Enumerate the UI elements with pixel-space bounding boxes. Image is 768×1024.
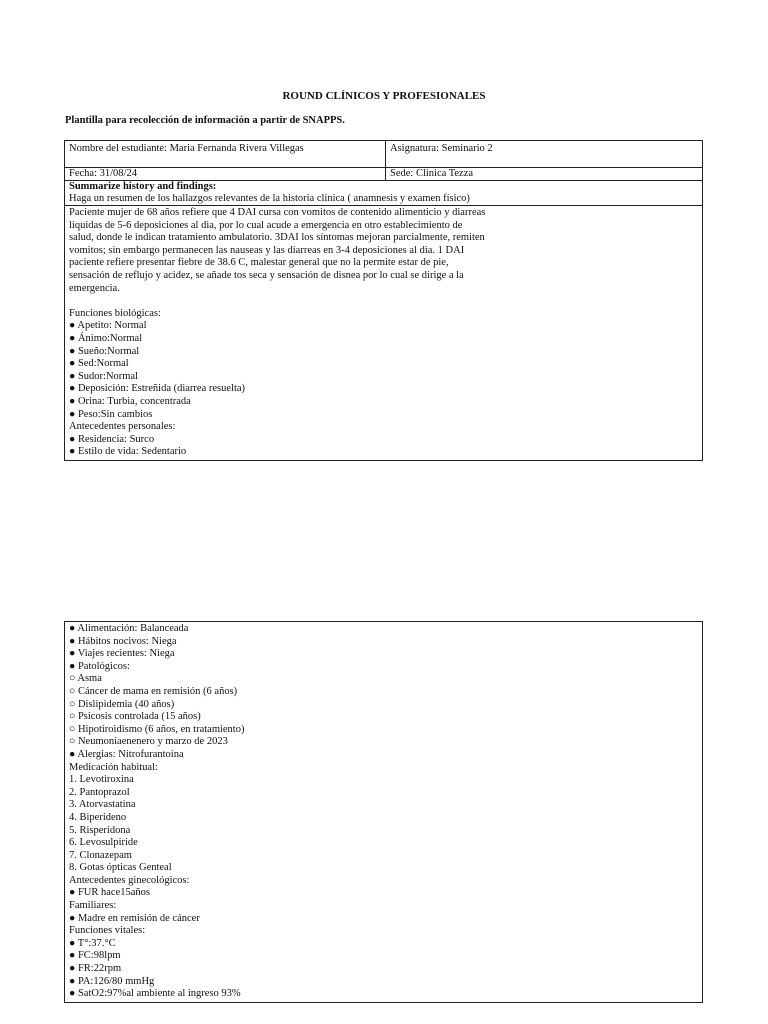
summary-line: ○ Asma: [69, 673, 102, 685]
summary-line: ● Deposición: Estreñida (diarrea resuelta): [69, 383, 246, 395]
summary-line: ● FR:22rpm: [69, 963, 122, 975]
summary-line: 3. Atorvastatina: [69, 799, 136, 811]
summary-line: 6. Levosulpiride: [69, 837, 138, 849]
summary-line: ● Hábitos nocivos: Niega: [69, 635, 177, 647]
summary-line: ○ Neumoníaenenero y marzo de 2023: [69, 736, 228, 748]
summary-line: ● Alergias: Nitrofurantoína: [69, 748, 184, 760]
summary-line: 5. Risperidona: [69, 824, 131, 836]
form-table-page-2: [64, 621, 703, 1003]
site-cell: Sede: Clinica Tezza: [390, 168, 474, 179]
summary-line: 2. Pantoprazol: [69, 786, 130, 798]
summary-line: Antecedentes personales:: [69, 421, 176, 433]
info-row-student: [65, 141, 702, 168]
summary-line: Familiares:: [69, 900, 117, 912]
summary-line: ● Peso:Sin cambios: [69, 408, 153, 420]
info-row-date: [65, 168, 702, 181]
summary-line: ● T°:37.°C: [69, 937, 116, 949]
summary-line: ● PA:126/80 mmHg: [69, 975, 155, 987]
document-title: ROUND CLÍNICOS Y PROFESIONALES: [282, 90, 486, 102]
summary-line: ● Residencia: Surco: [69, 433, 155, 445]
summary-line: 4. Biperideno: [69, 811, 127, 823]
summary-line: ○ Psicosis controlada (15 años): [69, 711, 201, 723]
summary-line: ● Alimentación: Balanceada: [69, 623, 189, 634]
summarize-instruction: Haga un resumen de los hallazgos relevantes de la historia clínica ( anamnesis y examen físico): [69, 193, 470, 204]
summary-line: Funciones biológicas:: [69, 307, 161, 319]
summary-line: ● Sueño:Normal: [69, 345, 140, 357]
summary-line: 7. Clonazepam: [69, 849, 132, 861]
summary-line: ● Sed:Normal: [69, 358, 129, 370]
template-subtitle: Plantilla para recolección de información a partir de SNAPPS.: [65, 115, 345, 126]
student-name-cell: Nombre del estudiante: Maria Fernanda Rivera Villegas: [65, 141, 386, 167]
summary-line: vomitos; sin embargo permanecen las nauseas y las diarreas en 3-4 deposiciones al dia. 1 DAI: [69, 244, 465, 256]
summary-line: liquidas de 5-6 deposiciones al dia, por lo cual acude a emergencia en otro establecimiento de: [69, 219, 463, 231]
summary-line: ● Viajes recientes: Niega: [69, 648, 175, 660]
summary-line: Paciente mujer de 68 años refiere que 4 DAI cursa con vomitos de contenido alimenticio y diarreas: [69, 207, 486, 218]
summary-line: ● Apetito: Normal: [69, 320, 147, 332]
summarize-heading: Summarize history and findings:: [69, 181, 217, 192]
date-cell: Fecha: 31/08/24: [65, 168, 386, 180]
summary-line: ● Madre en remisión de cáncer: [69, 912, 200, 924]
summary-line: ● Sudor:Normal: [69, 370, 139, 382]
summary-line: ● Orina: Turbia, concentrada: [69, 395, 191, 407]
summary-line: paciente refiere presentar fiebre de 38.6 C, malestar general que no la permite estar de pie,: [69, 257, 449, 269]
summary-line: ○ Cáncer de mama en remisión (6 años): [69, 685, 238, 697]
summary-line: 8. Gotas ópticas Genteal: [69, 862, 172, 874]
summary-line: ● FC:98lpm: [69, 950, 121, 962]
summary-line: salud, donde le indican tratamiento ambulatorio. 3DAI los síntomas mejoran parcialmente, remiten: [69, 232, 485, 244]
summary-line: sensación de reflujo y acidez, se añade tos seca y sensación de disnea por lo cual se dirige a la: [69, 269, 464, 281]
summary-line: Funciones vitales:: [69, 925, 146, 937]
summary-line: 1. Levotiroxina: [69, 774, 134, 786]
subject-cell: Asignatura: Seminario 2: [390, 143, 493, 154]
summary-line: emergencia.: [69, 282, 120, 294]
summary-line: Medicación habitual:: [69, 761, 158, 773]
form-table-page-1: [64, 140, 703, 461]
summary-line: ● Estilo de vida: Sedentario: [69, 446, 187, 458]
summarize-header-row: [65, 181, 702, 206]
summary-line: ● FUR hace15años: [69, 887, 150, 899]
summary-line: ● Patológicos:: [69, 660, 130, 672]
summary-line: ○ Dislipidemia (40 años): [69, 698, 175, 710]
history-summary-content: [65, 206, 702, 460]
history-summary-continued: [65, 623, 702, 1001]
summary-line: ● Ánimo:Normal: [69, 332, 143, 344]
summary-line: Antecedentes ginecológicos:: [69, 874, 190, 886]
summary-line: [69, 295, 698, 308]
summary-line: ○ Hipotiroidismo (6 años, en tratamiento): [69, 723, 245, 735]
summary-line: ● SatO2:97%al ambiente al ingreso 93%: [69, 988, 241, 1000]
